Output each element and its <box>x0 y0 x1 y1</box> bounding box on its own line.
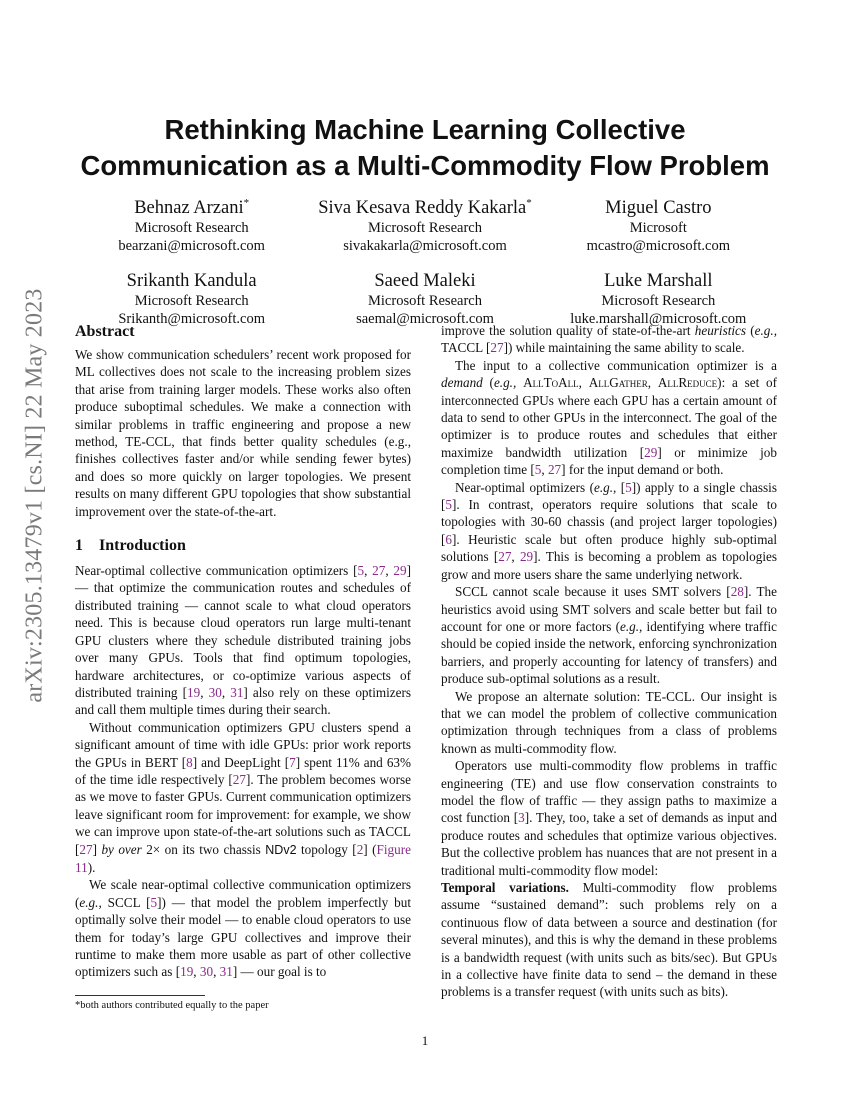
intro-paragraph: We scale near-optimal collective communication optimizers (e.g., SCCL [5]) — that model the problem imperfectly but optimally solve their model — to enable cloud operators to use them for today’s large GPU collectives and improve their runtime to make them more usable as part of other collective optimizers such as [19, 30, 31] — our goal is to <box>75 877 411 980</box>
author-email: Srikanth@microsoft.com <box>118 311 265 328</box>
page-number: 1 <box>421 1033 429 1048</box>
intro-paragraph: Without communication optimizers GPU clusters spend a significant amount of time with idle GPUs: prior work reports the GPUs in BERT [8] and DeepLight [7] spent 11% and 63% of the time idle respectively [27]. The problem becomes worse as we move to faster GPUs. Current communication optimizers leave significant room for improvement: for example, we show we can improve upon state-of-the-art solutions such as TACCL [27] by over 2× on its two chassis NDv2 topology [2] (Figure 11). <box>75 719 411 875</box>
author <box>308 192 541 255</box>
author-email: luke.marshall@microsoft.com <box>570 311 747 328</box>
footnote-rule <box>75 995 205 996</box>
author-affiliation: Microsoft Research <box>368 220 482 237</box>
body-paragraph: Near-optimal optimizers (e.g., [5]) apply to a single chassis [5]. In contrast, operators require solutions that scale to topologies with 30-60 chassis (and project larger topologies) [6]. Heuristic scale but often produce highly sub-optimal solutions [27, 29]. This is becoming a problem as topologies grow and more users share the same underlying network. <box>441 479 777 582</box>
author-name: Luke Marshall <box>604 271 713 292</box>
introduction-heading: 1 Introduction <box>75 537 186 555</box>
title-line-1: Rethinking Machine Learning Collective <box>164 114 686 145</box>
author-affiliation: Microsoft Research <box>134 293 249 310</box>
author-email: sivakakarla@microsoft.com <box>343 238 507 255</box>
paper-title <box>60 112 790 184</box>
author-name: Behnaz Arzani* <box>134 197 250 219</box>
body-paragraph: The input to a collective communication optimizer is a demand (e.g., AllToAll, AllGather, AllReduce): a set of interconnected GPUs where each GPU has a certain amount of data to send to other GPUs in the interconnect. The goal of the optimizer is to produce routes and schedules that either maximize bandwidth utilization [29] or minimize job completion time [5, 27] for the input demand or both. <box>441 357 778 478</box>
author <box>75 265 308 328</box>
author-name: Srikanth Kandula <box>126 271 257 292</box>
title-line-2: Communication as a Multi-Commodity Flow Problem <box>80 150 770 181</box>
author <box>542 192 775 255</box>
footnote: *both authors contributed equally to the paper <box>75 1000 269 1011</box>
body-paragraph: Operators use multi-commodity flow problems in traffic engineering (TE) and use flow conservation constraints to model the flow of traffic — they assign paths to maximize a cost function [3]. They, too, take a set of demands as input and produce routes and schedules that optimize various objectives. But the collective problem has nuances that are not present in a traditional multi-commodity flow model: <box>441 758 777 878</box>
body-paragraph: We propose an alternate solution: TE-CCL. Our insight is that we can model the problem of collective communication optimization through techniques from a class of problems known as multi-commodity flow. <box>441 688 777 756</box>
author <box>75 192 308 255</box>
author-name: Siva Kesava Reddy Kakarla* <box>318 197 532 219</box>
abstract-text: We show communication schedulers’ recent work proposed for ML collectives does not scale to the increasing problem sizes that arise from training larger models. These works also often produce suboptimal schedules. We make a connection with similar problems in traffic engineering and propose a new method, TE-CCL, that finds better quality schedules (e.g., finishes collectives faster and/or while sending fewer bytes) and does so more quickly on larger topologies. We present results on many different GPU topologies that show substantial improvement over the state-of-the-art. <box>75 347 411 519</box>
body-paragraph: SCCL cannot scale because it uses SMT solvers [28]. The heuristics avoid using SMT solvers and scale better but fail to account for one or more factors (e.g., identifying where traffic should be copied inside the network, enforcing synchronization barriers, and properly accounting for latency of transfers) and produce sub-optimal solutions as a result. <box>441 584 778 687</box>
right-column <box>441 322 777 1001</box>
arxiv-stamp <box>21 287 48 703</box>
author-email: saemal@microsoft.com <box>356 311 494 328</box>
author-affiliation: Microsoft <box>629 220 687 237</box>
author <box>542 265 775 328</box>
left-column <box>75 322 411 981</box>
author-name: Saeed Maleki <box>374 271 476 292</box>
author-affiliation: Microsoft Research <box>601 293 716 310</box>
author-email: bearzani@microsoft.com <box>118 238 265 255</box>
author-affiliation: Microsoft Research <box>134 220 249 237</box>
arxiv-identifier: arXiv:2305.13479v1 [cs.NI] 22 May 2023 <box>21 287 48 703</box>
author-block <box>75 192 775 328</box>
author-name: Miguel Castro <box>605 198 712 219</box>
intro-paragraph: Near-optimal collective communication optimizers [5, 27, 29] — that optimize the communication routes and schedules of distributed training — cannot scale to what cloud operators need. This is because cloud operators run large multi-tenant GPU clusters where they schedule distributed training jobs over many GPUs. Tools that find optimum topologies, hardware architectures, or co-optimize various aspects of distributed training [19, 30, 31] also rely on these optimizers and call them multiple times during their search. <box>75 563 412 718</box>
author-affiliation: Microsoft Research <box>368 293 482 310</box>
author-email: mcastro@microsoft.com <box>586 238 731 255</box>
body-paragraph: improve the solution quality of state-of-the-art heuristics (e.g., TACCL [27]) while maintaining the same ability to scale. <box>441 323 777 356</box>
body-paragraph: Temporal variations. Multi-commodity flow problems assume “sustained demand”: such problems rely on a continuous flow of data between a source and destination (for several minutes), and this is why the demand in these problems is a bandwidth request (with units such as bits/sec). But GPUs in a collective have finite data to send – the demand in these problems is a transfer request (with units such as bits). <box>441 880 777 1000</box>
author <box>308 265 541 328</box>
abstract-heading: Abstract <box>75 323 135 340</box>
